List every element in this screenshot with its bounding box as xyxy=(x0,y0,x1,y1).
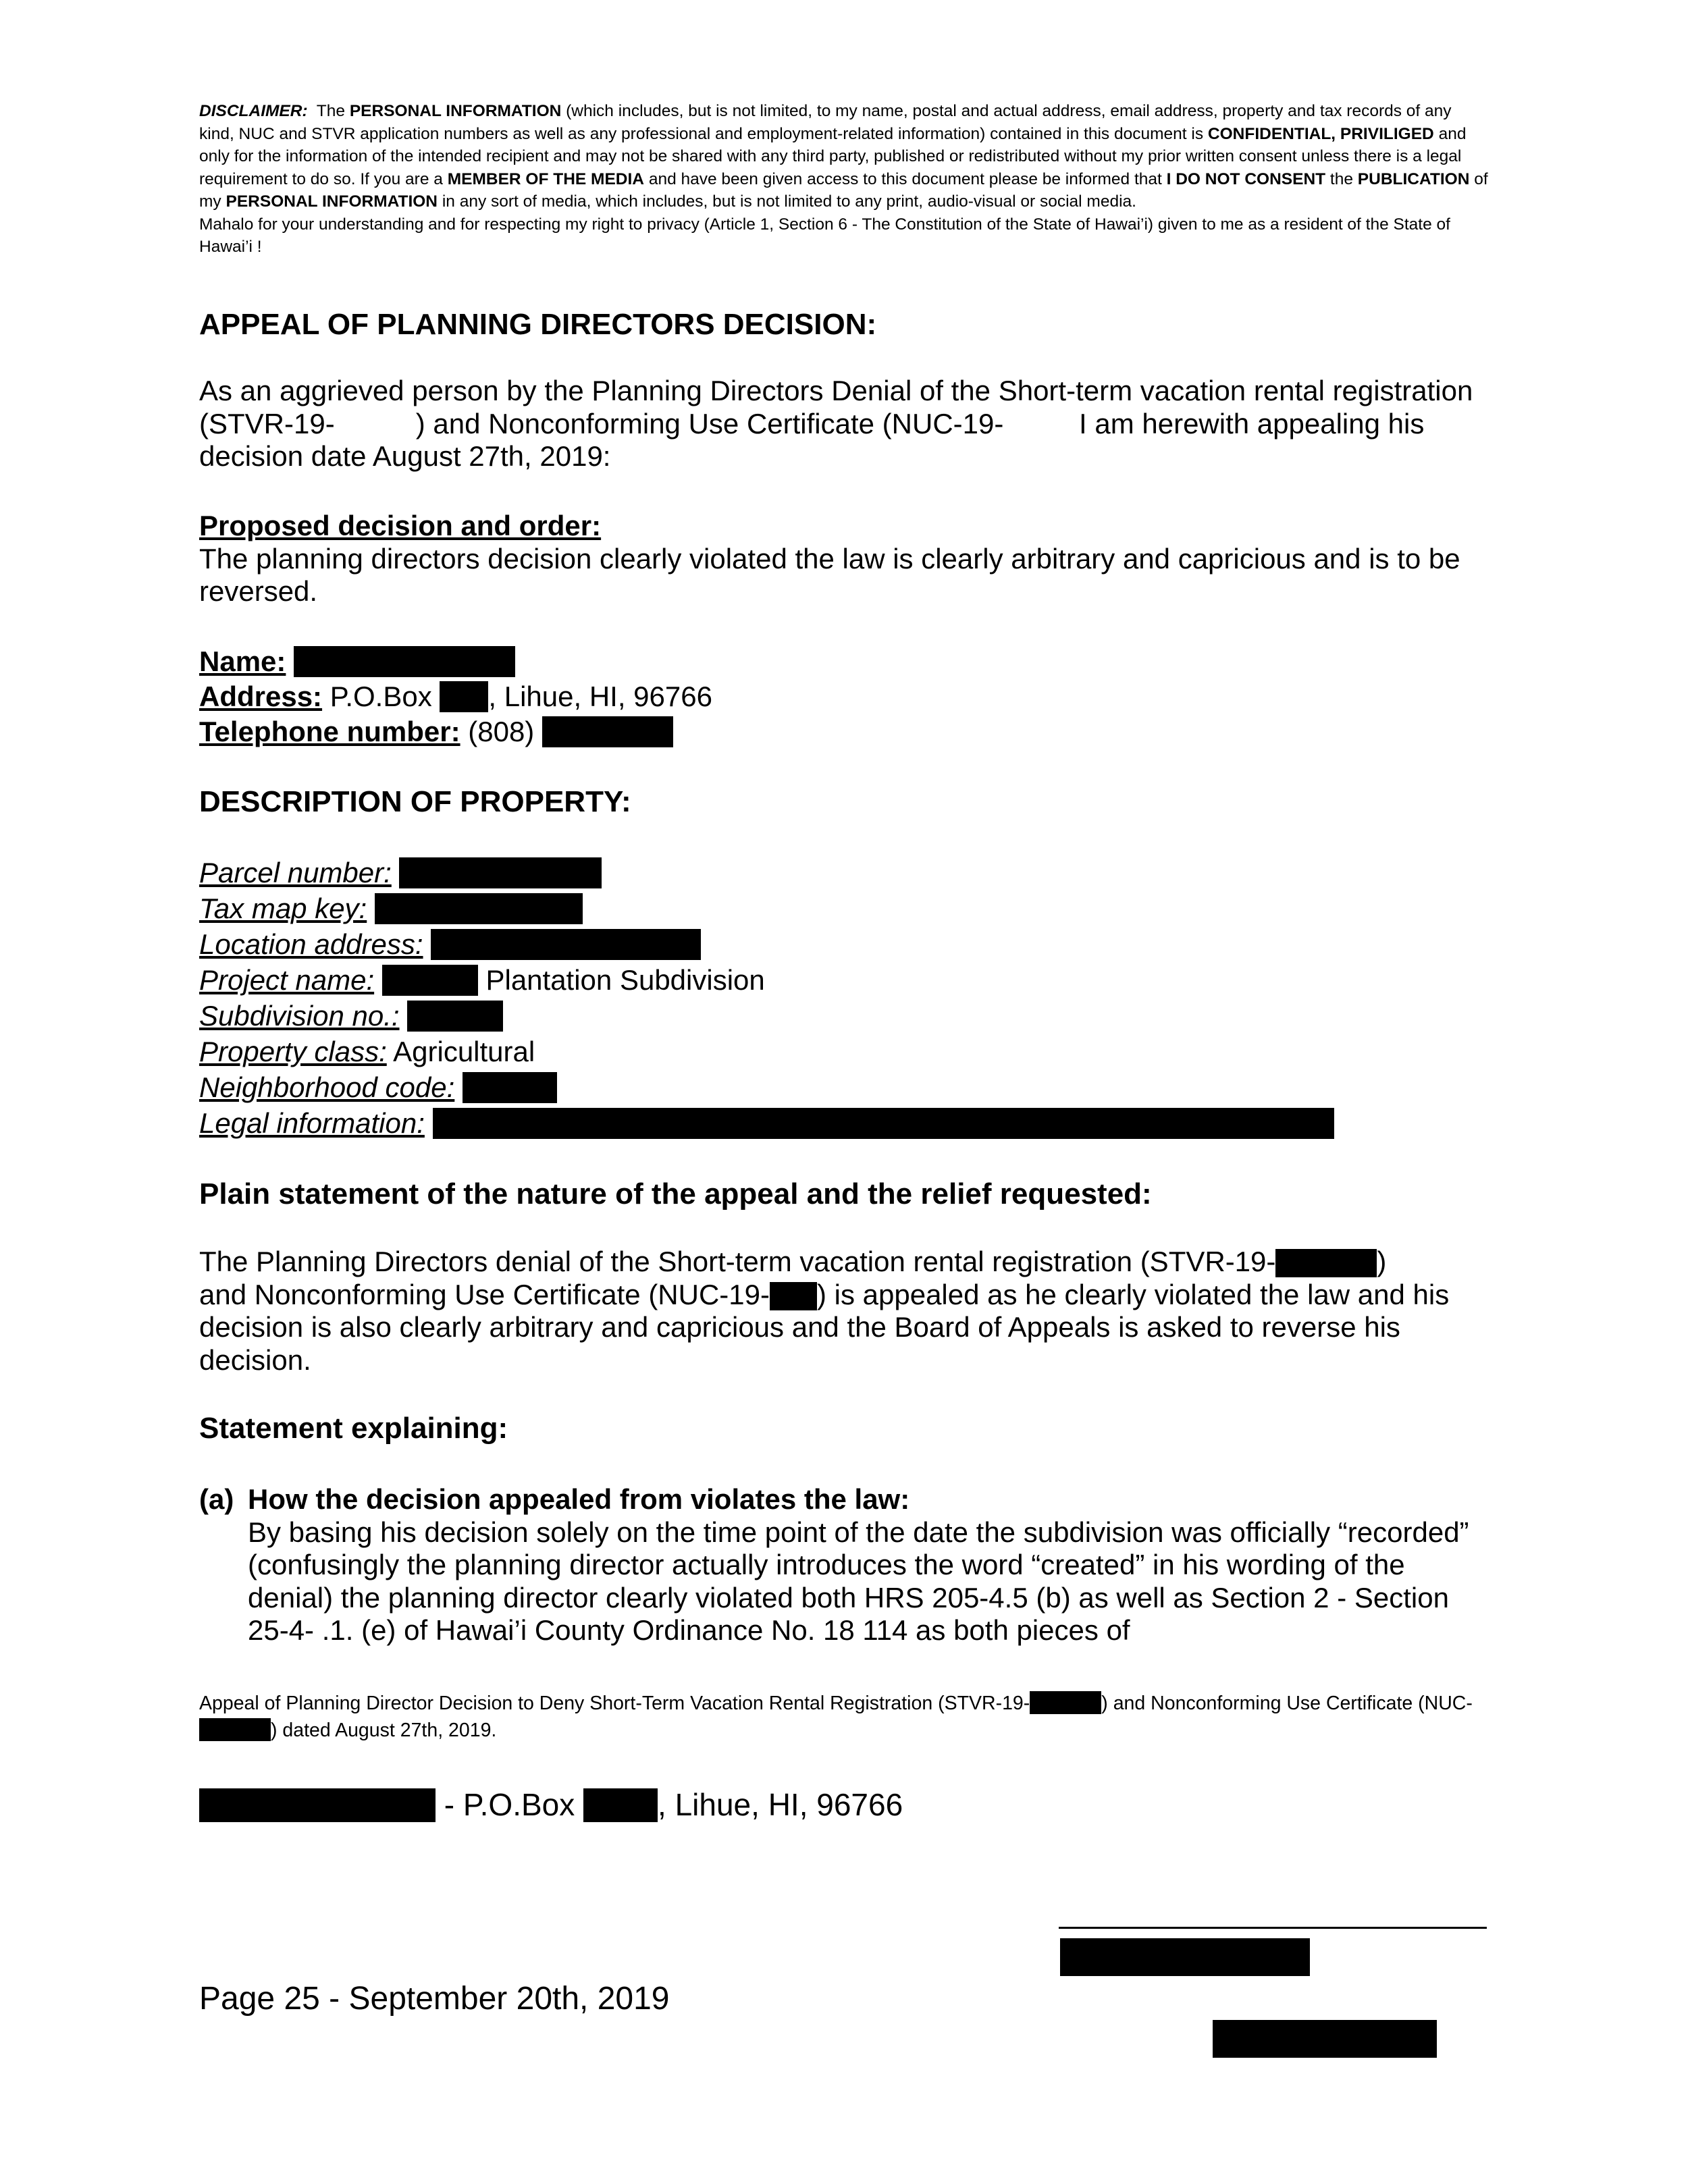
redaction xyxy=(375,893,583,924)
class-row: Property class: Agricultural xyxy=(199,1036,535,1067)
project-row: Project name: Plantation Subdivision xyxy=(199,964,765,996)
proposed-heading: Proposed decision and order: xyxy=(199,510,602,541)
initials-redaction xyxy=(1213,2020,1437,2058)
statement-heading: Statement explaining: xyxy=(199,1412,508,1445)
redaction xyxy=(1275,1249,1377,1277)
signature-line xyxy=(1059,1927,1487,1929)
name-row: Name: xyxy=(199,644,515,679)
redaction xyxy=(199,1788,436,1822)
page-number: Page 25 - September 20th, 2019 xyxy=(199,1981,670,2017)
statement-a-text: By basing his decision solely on the time point of the date the subdivision was officially “recorded” (confusingly the planning director actually introduces the word “created” in his wording of the denial) the planning director clearly violated both HRS 205-4.5 (b) as well as Section 2 - Section 25-4- .1. (e) of Hawai’i County Ordinance No. 18 114 as both pieces of xyxy=(248,1516,1469,1646)
redaction xyxy=(583,1788,658,1822)
appeal-intro: As an aggrieved person by the Planning Directors Denial of the Short-term vacation rental registration (STVR-19- ) and Nonconforming Use Certificate (NUC-19- I am herewith appealing his decision date August 27th, 2019: xyxy=(199,375,1473,472)
neighborhood-row: Neighborhood code: xyxy=(199,1070,557,1105)
signature-redaction xyxy=(1060,1938,1310,1976)
tmk-row: Tax map key: xyxy=(199,891,583,926)
disclaimer-mahalo: Mahalo for your understanding and for respecting my right to privacy (Article 1, Section 6 - The Constitution of the State of Hawai’i) given to me as a resident of the State of Hawai’i ! xyxy=(199,215,1450,256)
redaction xyxy=(433,1108,1334,1139)
redaction xyxy=(440,681,488,712)
redaction xyxy=(335,412,416,440)
redaction xyxy=(407,1001,503,1032)
disclaimer-text: DISCLAIMER: The PERSONAL INFORMATION (which includes, but is not limited, to my name, postal and actual address, email address, property and tax records of any kind, NUC and STVR application numbers as well as any professional and employment-related information) contained in this document is CONFIDENTIAL, PRIVILIGED and only for the information of the intended recipient and may not be shared with any third party, published or redistributed without my prior written consent unless there is a legal requirement to do so. If you are a MEMBER OF THE MEDIA and have been given access to this document please be informed that I DO NOT CONSENT the PUBLICATION of my PERSONAL INFORMATION in any sort of media, which includes, but is not limited to any print, audio-visual or social media. xyxy=(199,102,1488,211)
redaction xyxy=(199,1718,271,1741)
phone-row: Telephone number: (808) xyxy=(199,714,673,749)
footer-caption: Appeal of Planning Director Decision to Deny Short-Term Vacation Rental Registration (STVR-19- ) and Nonconforming Use Certificate (NUC-) dated August 27th, 2019. xyxy=(199,1693,1473,1741)
address-row: Address: P.O.Box , Lihue, HI, 96766 xyxy=(199,681,712,712)
disclaimer xyxy=(199,100,1489,259)
redaction xyxy=(399,857,602,888)
proposed-section xyxy=(199,510,1496,608)
redaction xyxy=(770,1282,817,1310)
plain-text: The Planning Directors denial of the Short-term vacation rental registration (STVR-19- ) and Nonconforming Use Certificate (NUC-19- ) is appealed as he clearly violated the law and his decision is also clearly arbitrary and capricious and the Board of Appeals is asked to reverse his decision. xyxy=(199,1246,1450,1376)
proposed-text: The planning directors decision clearly violated the law is clearly arbitrary and capricious and is to be reversed. xyxy=(199,542,1460,607)
redaction xyxy=(463,1072,557,1103)
subdivision-row: Subdivision no.: xyxy=(199,998,503,1034)
parcel-row: Parcel number: xyxy=(199,855,602,890)
footer-address: - P.O.Box , Lihue, HI, 96766 xyxy=(199,1786,903,1823)
redaction xyxy=(382,965,478,996)
location-row: Location address: xyxy=(199,927,701,962)
plain-heading: Plain statement of the nature of the appeal and the relief requested: xyxy=(199,1177,1152,1210)
redaction xyxy=(1003,412,1071,440)
redaction xyxy=(542,716,673,747)
redaction xyxy=(294,646,515,677)
redaction xyxy=(431,929,701,960)
statement-a-heading: How the decision appealed from violates the law: xyxy=(248,1483,910,1515)
redaction xyxy=(1030,1691,1101,1714)
appeal-heading: APPEAL OF PLANNING DIRECTORS DECISION: xyxy=(199,308,877,341)
property-heading: DESCRIPTION OF PROPERTY: xyxy=(199,785,631,818)
statement-a-marker: (a) xyxy=(199,1483,234,1515)
statement-a xyxy=(199,1483,1496,1647)
legal-row: Legal information: xyxy=(199,1106,1334,1141)
